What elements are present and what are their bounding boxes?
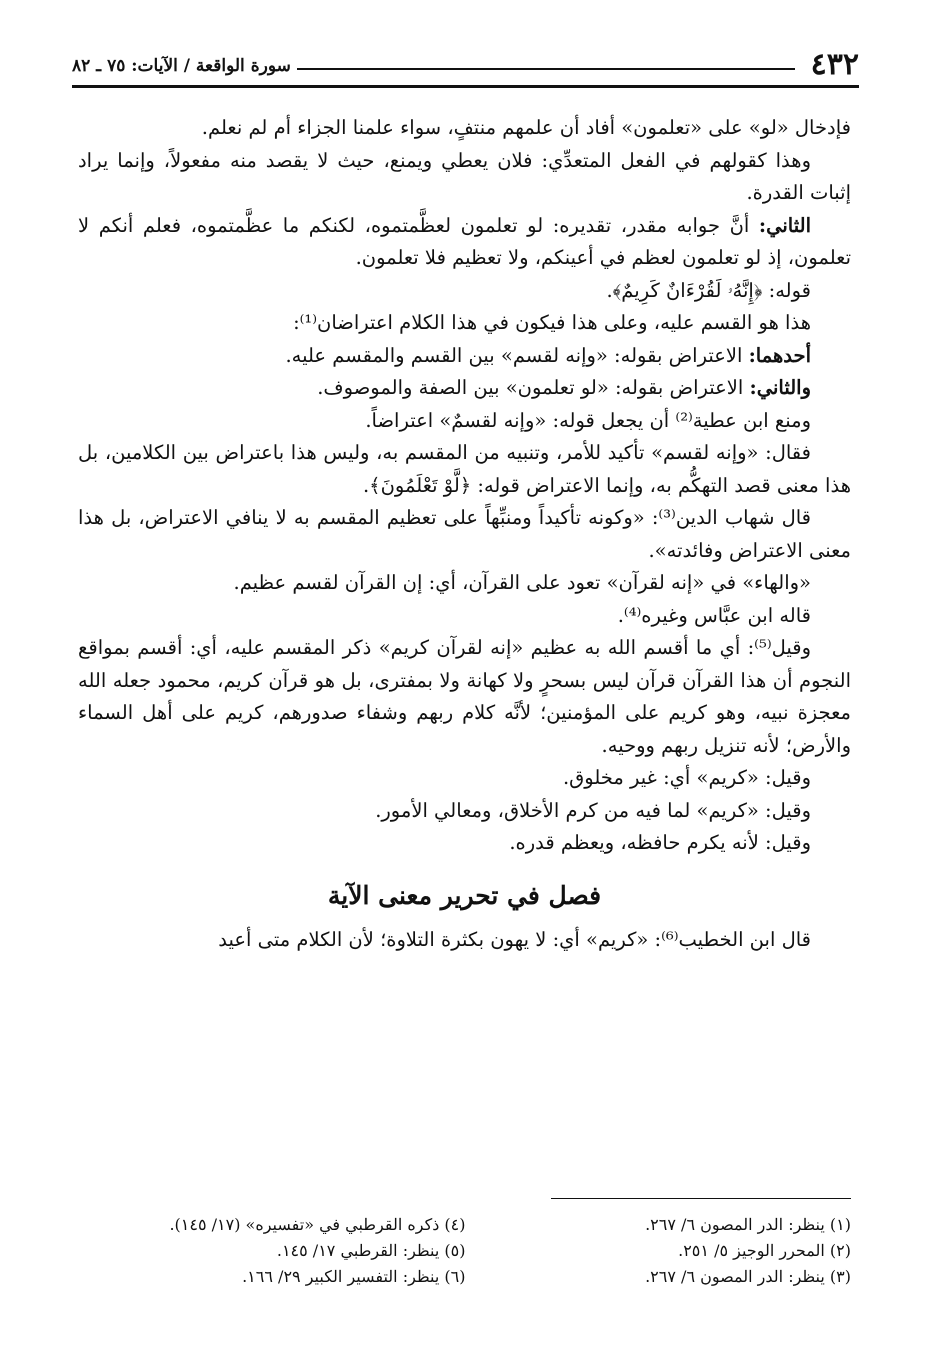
paragraph: وقيل⁽⁵⁾: أي ما أقسم الله به عظيم «إنه لقرآن كريم» ذكر المقسم عليه، أي: أقسم بمواقع النجوم أن هذا القرآن قرآن ليس بسحرٍ ولا كهانة ولا بمفترى، بل هو قرآن كريم، محمود جعله الله معجزة نبيه، وهو كريم على المؤمنين؛ لأنَّه كلام ربهم وشفاء صدورهم، كريم على أهل السماء والأرض؛ لأنه تنزيل ربهم ووحيه. bbox=[78, 636, 851, 757]
page-number: ٤٣٢ bbox=[810, 47, 859, 82]
paragraph-lead: أحدهما: bbox=[748, 343, 811, 367]
footnotes-column-left bbox=[80, 1212, 466, 1290]
footnote: (٣) ينظر: الدر المصون ٦/ ٢٦٧. bbox=[645, 1267, 851, 1286]
paragraph: ومنع ابن عطية⁽²⁾ أن يجعل قوله: «وإنه لقسمٌ» اعتراضاً. bbox=[365, 408, 811, 432]
paragraph: فقال: «وإنه لقسم» تأكيد للأمر، وتنبيه من المقسم به، وليس هذا باعتراض بين الكلامين، بل هذا معنى قصد التهكُّم به، وإنما الاعتراض قوله: ﴿لَّوْ تَعْلَمُونَ﴾. bbox=[78, 441, 851, 497]
paragraph-lead: الثاني: bbox=[758, 213, 811, 237]
paragraph: الثاني: أنَّ جوابه مقدر، تقديره: لو تعلمون لعظَّمتموه، لكنكم ما عظَّمتموه، فعلم أنكم لا تعلمون، إذ لو تعلمون لعظم في أعينكم، ولا تعظيم فلا تعلمون. bbox=[78, 213, 851, 269]
paragraph: والثاني: الاعتراض بقوله: «لو تعلمون» بين الصفة والموصوف. bbox=[317, 376, 811, 399]
footnote: (٥) ينظر: القرطبي ١٧/ ١٤٥. bbox=[276, 1241, 466, 1260]
footnote: (٢) المحرر الوجيز ٥/ ٢٥١. bbox=[678, 1241, 851, 1260]
footnote: (٤) ذكره القرطبي في «تفسيره» (١٧/ ١٤٥). bbox=[169, 1215, 466, 1234]
paragraph: وهذا كقولهم في الفعل المتعدِّي: فلان يعطي ويمنع، حيث لا يقصد منه مفعولاً، وإنما يراد إثبات القدرة. bbox=[78, 148, 851, 204]
paragraph-lead: والثاني: bbox=[749, 376, 811, 399]
paragraph: أحدهما: الاعتراض بقوله: «وإنه لقسم» بين القسم والمقسم عليه. bbox=[285, 343, 811, 367]
paragraph: قاله ابن عبَّاس وغيره⁽⁴⁾. bbox=[617, 603, 811, 627]
running-title: سورة الواقعة / الآيات: ٧٥ ـ ٨٢ bbox=[72, 56, 291, 76]
footnote: (١) ينظر: الدر المصون ٦/ ٢٦٧. bbox=[645, 1215, 851, 1234]
paragraph: وقيل: «كريم» أي: غير مخلوق. bbox=[562, 766, 811, 789]
footnote-rule bbox=[551, 1198, 851, 1199]
main-text bbox=[78, 112, 851, 956]
footnotes bbox=[80, 1212, 851, 1290]
header-rule bbox=[72, 85, 859, 88]
paragraph: قال شهاب الدين⁽³⁾: «وكونه تأكيداً ومنبِّهاً على تعظيم المقسم به لا ينافي الاعتراض، بل هذا معنى الاعتراض وفائدته». bbox=[78, 506, 851, 562]
paragraph: هذا هو القسم عليه، وعلى هذا فيكون في هذا الكلام اعتراضان⁽¹⁾: bbox=[293, 311, 811, 334]
paragraph: وقيل: «كريم» لما فيه من كرم الأخلاق، ومعالي الأمور. bbox=[375, 798, 811, 822]
footnotes-column-right bbox=[466, 1212, 852, 1290]
paragraph: «والهاء» في «إنه لقرآن» تعود على القرآن، أي: إن القرآن لقسم عظيم. bbox=[233, 571, 811, 594]
paragraph: وقيل: لأنه يكرم حافظه، ويعظم قدره. bbox=[509, 831, 811, 854]
paragraph: فإدخال «لو» على «تعلمون» أفاد أن علمهم منتفٍ، سواء علمنا الجزاء أم لم نعلم. bbox=[201, 116, 851, 139]
section-heading: فصل في تحرير معنى الآية bbox=[327, 880, 602, 910]
paragraph: قال ابن الخطيب⁽⁶⁾: «كريم» أي: لا يهون بكثرة التلاوة؛ لأن الكلام متى أعيد bbox=[218, 927, 811, 951]
page-header bbox=[72, 40, 859, 80]
footnote: (٦) ينظر: التفسير الكبير ٢٩/ ١٦٦. bbox=[242, 1267, 466, 1286]
header-divider bbox=[297, 68, 795, 70]
paragraph: قوله: ﴿إِنَّهُۥ لَقُرْءَانٌ كَرِيمٌ﴾. bbox=[606, 278, 811, 302]
